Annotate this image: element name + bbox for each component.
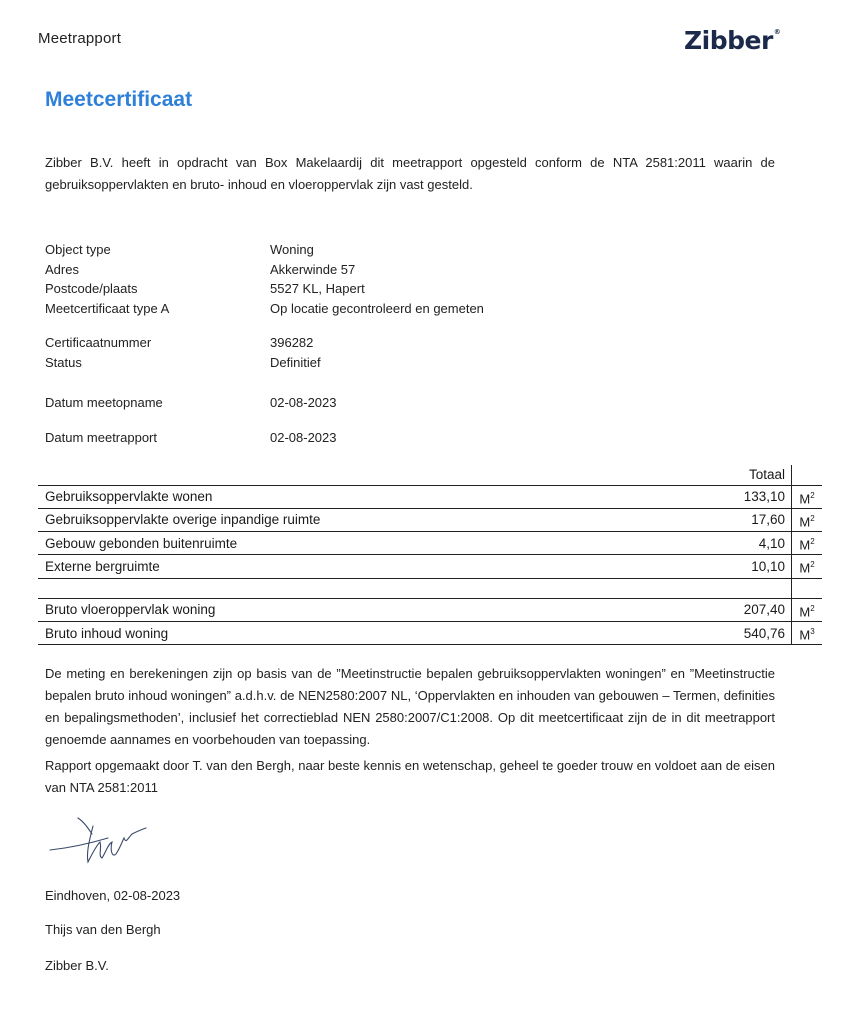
row-unit: $M^2$ — [792, 508, 823, 531]
row-value: 4,10 — [680, 532, 792, 555]
info-label: Meetcertificaat type A — [45, 301, 170, 316]
info-value: Akkerwinde 57 — [270, 262, 356, 277]
info-value: 02-08-2023 — [270, 395, 337, 410]
table-header-row — [38, 465, 822, 485]
method-paragraph: De meting en berekeningen zijn op basis van de ”Meetinstructie bepalen gebruiksoppervlakten woningen” en ”Meetinstructie bepalen bruto inhoud woningen” a.d.h.v. de NEN2580:2007 NL, ‘Oppervlakten en inhouden van gebouwen – Termen, definities en bepalingsmethoden’, inclusief het correctieblad NEN 2580:2007/C1:2008. Op dit meetcertificaat zijn de in dit meetrapport genoemde aannames en voorbehouden van toepassing. — [45, 666, 775, 747]
author-paragraph: Rapport opgemaakt door T. van den Bergh, naar beste kennis en wetenschap, geheel te goeder trouw en voldoet aan de eisen van NTA 2581:2011 — [45, 758, 775, 795]
area-table — [38, 465, 822, 645]
certificate-title: Meetcertificaat — [45, 88, 193, 111]
company-name: Zibber B.V. — [45, 958, 109, 973]
info-label: Datum meetopname — [45, 395, 163, 410]
table-row — [38, 622, 822, 645]
logo-text: Zibber — [684, 26, 773, 55]
row-unit: $M^2$ — [792, 532, 823, 555]
table-spacer-row — [38, 578, 822, 598]
row-label: Gebruiksoppervlakte wonen — [38, 485, 680, 508]
info-value: Op locatie gecontroleerd en gemeten — [270, 301, 484, 316]
signature-image — [48, 808, 158, 868]
row-label: Gebruiksoppervlakte overige inpandige ruimte — [38, 508, 680, 531]
info-value: Definitief — [270, 355, 321, 370]
signer-name: Thijs van den Bergh — [45, 922, 161, 937]
info-label: Object type — [45, 242, 111, 257]
row-label: Bruto vloeroppervlak woning — [38, 598, 680, 621]
row-value: 17,60 — [680, 508, 792, 531]
row-value: 207,40 — [680, 598, 792, 621]
info-label: Postcode/plaats — [45, 281, 138, 296]
row-label: Externe bergruimte — [38, 555, 680, 578]
zibber-logo — [684, 26, 780, 55]
info-value: Woning — [270, 242, 314, 257]
row-unit: $M^2$ — [792, 485, 823, 508]
info-label: Status — [45, 355, 82, 370]
info-value: 5527 KL, Hapert — [270, 281, 365, 296]
info-label: Certificaatnummer — [45, 335, 152, 350]
row-label: Bruto inhoud woning — [38, 622, 680, 645]
info-value: 396282 — [270, 335, 314, 350]
info-label: Adres — [45, 262, 79, 277]
info-value: 02-08-2023 — [270, 430, 337, 445]
row-unit: $M^3$ — [792, 622, 823, 645]
row-unit: $M^2$ — [792, 598, 823, 621]
header-title: Meetrapport — [38, 30, 122, 47]
intro-paragraph: Zibber B.V. heeft in opdracht van Box Makelaardij dit meetrapport opgesteld conform de NTA 2581:2011 waarin de gebruiksoppervlakten en bruto- inhoud en vloeroppervlak zijn vast gesteld. — [45, 155, 775, 192]
info-label: Datum meetrapport — [45, 430, 157, 445]
table-row — [38, 508, 822, 531]
table-row — [38, 598, 822, 621]
row-value: 540,76 — [680, 622, 792, 645]
row-value: 10,10 — [680, 555, 792, 578]
place-date: Eindhoven, 02-08-2023 — [45, 888, 181, 903]
table-row — [38, 532, 822, 555]
row-label: Gebouw gebonden buitenruimte — [38, 532, 680, 555]
row-unit: $M^2$ — [792, 555, 823, 578]
table-row — [38, 555, 822, 578]
total-column-header: Totaal — [748, 467, 785, 483]
table-row — [38, 485, 822, 508]
row-value: 133,10 — [680, 485, 792, 508]
logo-registered-mark: ® — [773, 28, 781, 36]
